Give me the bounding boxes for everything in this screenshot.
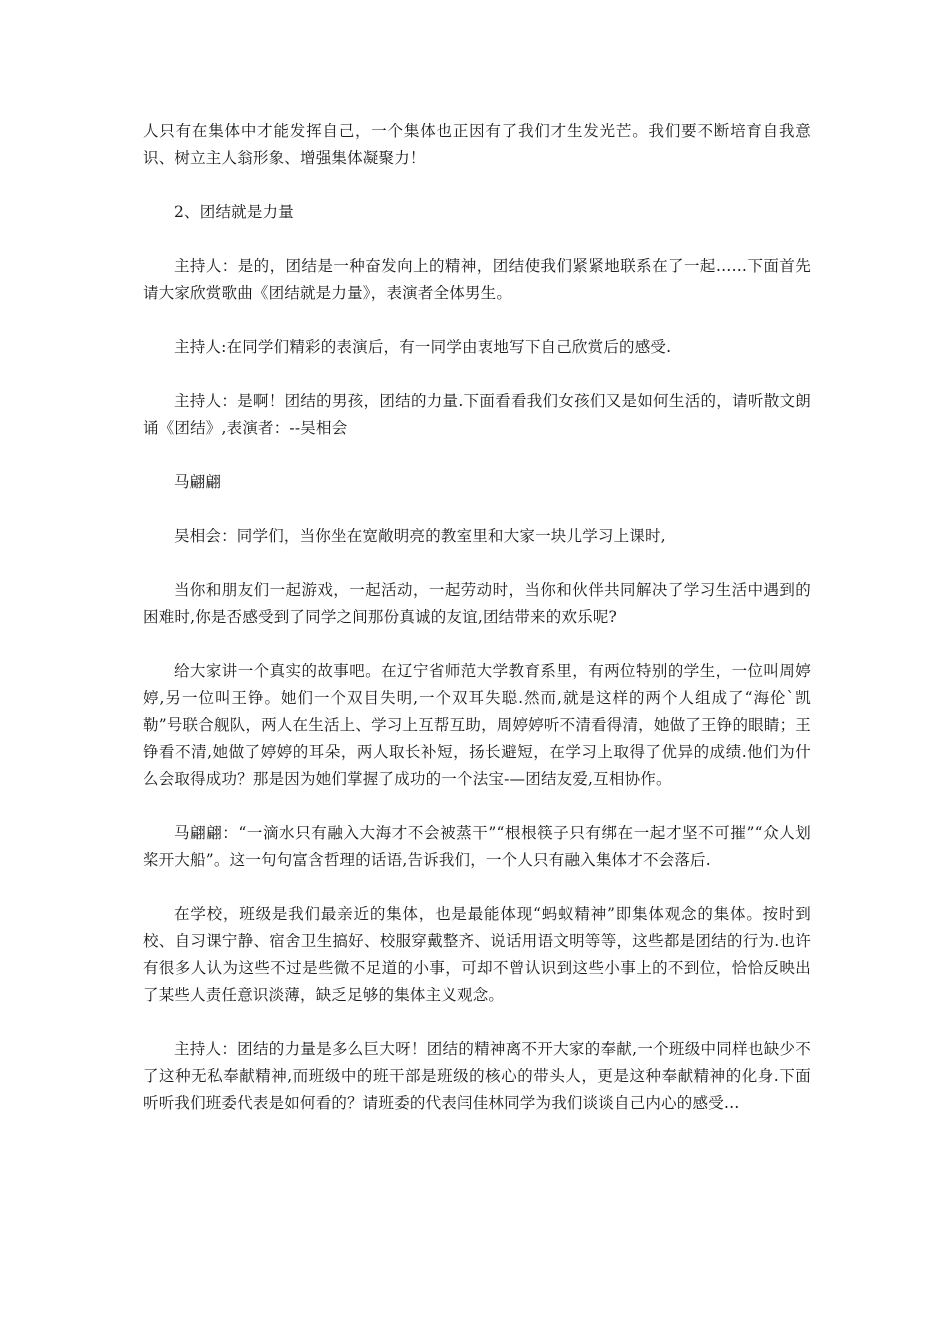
paragraph-school: 在学校，班级是我们最亲近的集体，也是最能体现“蚂蚁精神”即集体观念的集体。按时到校、自习课宁静、宿舍卫生搞好、校服穿戴整齐、说话用语文明等等，这些都是团结的行为.也许有很多人认为这些不过是些微不足道的小事，可却不曾认识到这些小事上的不到位，恰恰反映出了某些人责任意识淡薄，缺乏足够的集体主义观念。 — [143, 905, 811, 1004]
paragraph-host-2: 主持人:在同学们精彩的表演后，有一同学由衷地写下自己欣赏后的感受. — [174, 338, 672, 356]
paragraph-host-1: 主持人：是的，团结是一种奋发向上的精神，团结使我们紧紧地联系在了一起……下面首先请大家欣赏歌曲《团结就是力量》，表演者全体男生。 — [143, 257, 811, 302]
paragraph-wu-1: 吴相会：同学们，当你坐在宽敞明亮的教室里和大家一块儿学习上课时, — [174, 527, 666, 545]
paragraph-1: 人只有在集体中才能发挥自己，一个集体也正因有了我们才生发光芒。我们要不断培育自我意识、树立主人翁形象、增强集体凝聚力！ — [143, 122, 811, 167]
paragraph-wu-2: 当你和朋友们一起游戏，一起活动，一起劳动时，当你和伙伴共同解决了学习生活中遇到的困难时,你是否感受到了同学之间那份真诚的友谊,团结带来的欢乐呢? — [143, 581, 811, 626]
paragraph-story: 给大家讲一个真实的故事吧。在辽宁省师范大学教育系里，有两位特别的学生，一位叫周婷婷,另一位叫王铮。她们一个双目失明,一个双耳失聪.然而,就是这样的两个人组成了“海伦`凯勒”号联合舰队，两人在生活上、学习上互帮互助，周婷婷听不清看得清，她做了王铮的眼睛；王铮看不清,她做了婷婷的耳朵，两人取长补短，扬长避短，在学习上取得了优异的成绩.他们为什么会取得成功？那是因为她们掌握了成功的一个法宝-—团结友爱,互相协作。 — [143, 662, 811, 788]
paragraph-ma: 马翩翩：“一滴水只有融入大海才不会被蒸干”“根根筷子只有绑在一起才坚不可摧”“众人划桨开大船”。这一句句富含哲理的话语,告诉我们，一个人只有融入集体才不会落后. — [143, 824, 811, 869]
paragraph-host-3: 主持人：是啊！团结的男孩，团结的力量.下面看看我们女孩们又是如何生活的，请听散文朗诵《团结》,表演者：--吴相会 — [143, 392, 811, 437]
document-body — [143, 118, 811, 1144]
section-heading-unity-is-strength: 2、团结就是力量 — [174, 203, 294, 221]
paragraph-host-4: 主持人：团结的力量是多么巨大呀！团结的精神离不开大家的奉献,一个班级中同样也缺少不了这种无私奉献精神,而班级中的班干部是班级的核心的带头人，更是这种奉献精神的化身.下面听听我们班委代表是如何看的？请班委的代表闫佳林同学为我们谈谈自己内心的感受… — [143, 1040, 811, 1112]
performer-name: 马翩翩 — [174, 473, 222, 491]
